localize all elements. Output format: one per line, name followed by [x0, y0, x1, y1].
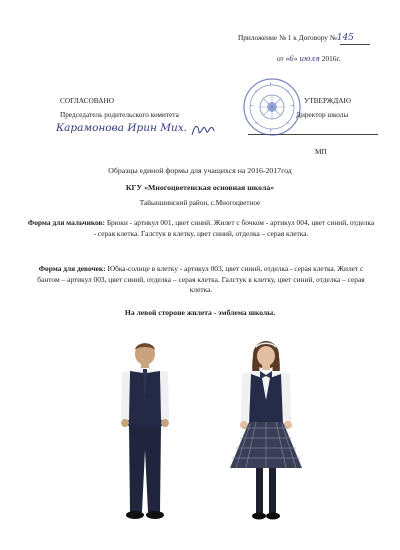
- appendix-prefix: Приложение № 1 к Договору №: [238, 33, 337, 42]
- signature-scribble: [190, 122, 216, 143]
- chair-label: Председатель родительского комитета: [60, 110, 179, 119]
- director-label: Директор школы: [296, 110, 349, 119]
- district-name: Тайыншинский район, с.Многоцветное: [139, 199, 261, 207]
- appendix-line: [238, 33, 354, 43]
- appendix-number: 145: [336, 33, 354, 43]
- date-prefix: от «: [277, 54, 290, 63]
- date-day: 6: [289, 54, 294, 63]
- contract-date: [277, 54, 340, 63]
- boy-uniform-photo: [110, 340, 180, 530]
- date-sep: »: [293, 54, 298, 63]
- chair-signature: Карамонова Ирин Мих.: [56, 122, 188, 134]
- girls-uniform-paragraph: [27, 264, 375, 296]
- seal-label: МП: [315, 147, 327, 156]
- boys-uniform-label: Форма для мальчиков:: [27, 218, 105, 227]
- emblem-note: На левой стороне жилета - эмблема школы.: [124, 308, 276, 317]
- boys-uniform-text: Брюки - артикул 001, цвет синий. Жилет с бочком - артикул 004, цвет синий, отделка - серая клетка. Галстук в клетку, цвет синий, отделка – серая клетка.: [93, 218, 375, 238]
- girls-uniform-label: Форма для девочек:: [38, 264, 106, 273]
- agreed-label: СОГЛАСОВАНО: [60, 96, 115, 105]
- school-name: КГУ «Многоцветенская основная школа»: [125, 183, 275, 192]
- date-month: июля: [299, 54, 320, 63]
- girls-uniform-text: Юбка-солнце в клетку - артикул 003, цвет синий, отделка - серая клетка. Жилет с бантом – артикул 003, цвет синий, отделка – серая клетка. Галстук в клетку, цвет синий, отделка – серая клетка.: [37, 264, 365, 294]
- document-title: Образцы единой формы для учащихся на 2016-2017год: [108, 166, 292, 175]
- approve-label: УТВЕРЖДАЮ: [304, 96, 352, 105]
- official-seal-stamp: [242, 77, 302, 137]
- boys-uniform-paragraph: [27, 218, 375, 239]
- appendix-number-underline: [340, 44, 370, 45]
- date-year: 2016г.: [321, 54, 341, 63]
- girl-uniform-photo: [226, 338, 306, 533]
